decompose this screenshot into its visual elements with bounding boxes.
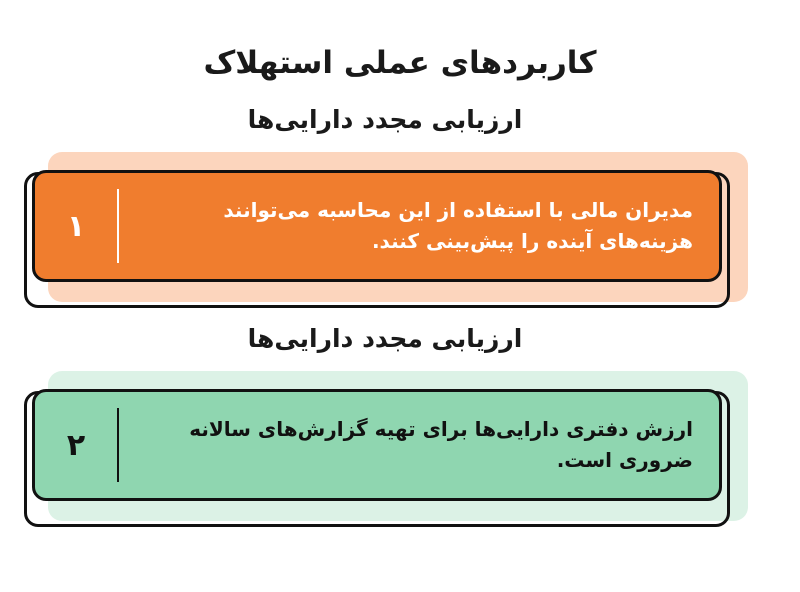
section-2 [0,324,800,521]
section-1-heading: ارزیابی مجدد دارایی‌ها [247,105,523,135]
section-1 [0,105,800,302]
card-2-text: ارزش دفتری دارایی‌ها برای تهیه گزارش‌های سالانه ضروری است. [189,417,693,473]
slide-page [0,21,800,592]
card-1[interactable] [32,170,722,282]
card-1-text: مدیران مالی با استفاده از این محاسبه می‌توانند هزینه‌های آینده را پیش‌بینی کنند. [223,198,693,254]
page-title: کاربردهای عملی استهلاک [203,44,597,81]
card-2[interactable] [32,389,722,501]
card-2-wrapper [30,371,770,521]
card-1-divider [117,189,119,263]
card-1-wrapper [30,152,770,302]
card-1-number: ۱ [66,208,86,244]
card-2-divider [117,408,119,482]
section-2-heading: ارزیابی مجدد دارایی‌ها [247,324,523,354]
card-2-number: ۲ [66,427,86,463]
